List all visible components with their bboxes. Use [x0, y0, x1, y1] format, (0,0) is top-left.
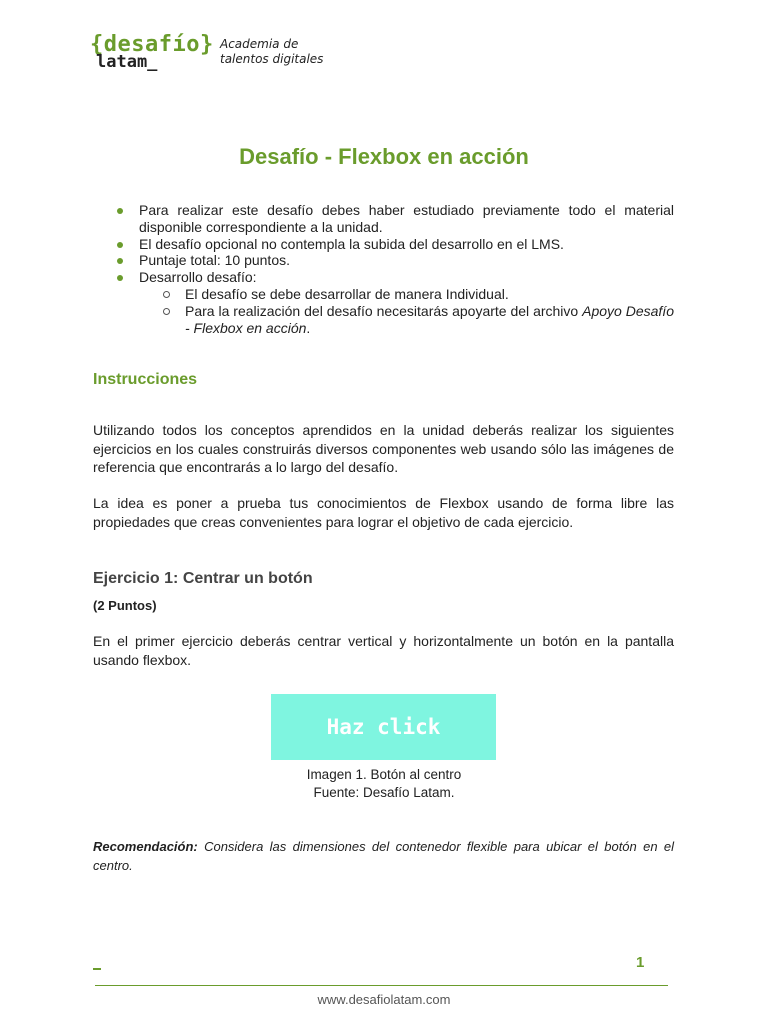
page-title: Desafío - Flexbox en acción	[239, 144, 529, 169]
instructions-heading: Instrucciones	[93, 371, 198, 388]
requirements-list	[116, 202, 674, 336]
instructions-paragraph: Utilizando todos los conceptos aprendidos en la unidad deberás realizar los siguientes ejercicios en los cuales construirás diversos componentes web usando sólo las imágenes de referencia que encontrarás a lo largo del desafío.	[93, 422, 674, 475]
exercise-heading: Ejercicio 1: Centrar un botón	[93, 570, 313, 587]
footer-dash	[93, 968, 101, 970]
logo-tagline: Academia de talentos digitales	[220, 37, 324, 66]
sub-list-item: El desafío se debe desarrollar de manera Individual.	[162, 286, 674, 303]
sub-list-item: Para la realización del desafío necesitarás apoyarte del archivo Apoyo Desafío - Flexbox en acción.	[162, 303, 674, 337]
list-item: Desarrollo desafío: El desafío se debe desarrollar de manera Individual. Para la realización del desafío necesitarás apoyarte del archivo Apoyo Desafío - Flexbox en acción.	[116, 269, 674, 336]
page-number: 1	[636, 954, 645, 971]
list-item: Para realizar este desafío debes haber estudiado previamente todo el material disponible correspondiente a la unidad.	[116, 202, 674, 236]
recommendation: Recomendación: Considera las dimensiones del contenedor flexible para ubicar el botón en el centro.	[93, 839, 674, 873]
footer-divider	[95, 985, 668, 986]
haz-click-button[interactable]: Haz click	[271, 694, 496, 760]
sub-list	[139, 286, 674, 336]
list-item: Puntaje total: 10 puntos.	[116, 252, 674, 269]
list-item: El desafío opcional no contempla la subida del desarrollo en el LMS.	[116, 236, 674, 253]
image-caption: Imagen 1. Botón al centro Fuente: Desafío Latam.	[306, 767, 462, 800]
logo-subword: latam_	[96, 52, 158, 72]
instructions-paragraph: La idea es poner a prueba tus conocimientos de Flexbox usando de forma libre las propiedades que creas convenientes para lograr el objetivo de cada ejercicio.	[93, 495, 674, 530]
exercise-points: (2 Puntos)	[93, 598, 157, 613]
brand-logo	[90, 32, 350, 76]
exercise-paragraph: En el primer ejercicio deberás centrar vertical y horizontalmente un botón en la pantalla usando flexbox.	[93, 633, 674, 668]
footer-website: www.desafiolatam.com	[317, 992, 451, 1007]
logo-wordmark: {desafío}	[90, 32, 214, 57]
